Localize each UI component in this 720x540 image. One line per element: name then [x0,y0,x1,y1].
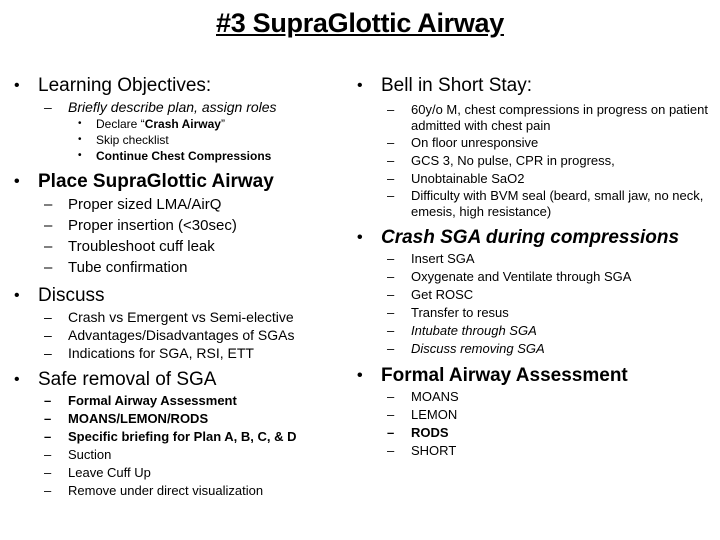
sub-bullet: – Crash vs Emergent vs Semi-elective [44,309,294,325]
sub-bullet: – Discuss removing SGA [387,341,545,356]
sub-bullet: – Transfer to resus [387,305,509,320]
bullet-discuss: • Discuss [14,285,105,306]
bullet-crash-sga: • Crash SGA during compressions [357,227,680,248]
sub-bullet: – Briefly describe plan, assign roles [44,99,277,115]
sub-bullet: – Formal Airway Assessment [44,393,237,408]
bullet-formal-assessment: • Formal Airway Assessment [357,365,628,386]
sub-bullet: – Leave Cuff Up [44,465,151,480]
sub-bullet: – Indications for SGA, RSI, ETT [44,345,254,361]
sub-bullet: – SHORT [387,443,457,458]
sub-bullet: – Advantages/Disadvantages of SGAs [44,327,295,343]
bullet-learning-objectives: • Learning Objectives: [14,75,212,96]
sub-bullet: – Troubleshoot cuff leak [44,238,215,255]
sub-bullet: – Get ROSC [387,287,474,302]
sub-bullet: – RODS [387,425,449,440]
sub-bullet: – Proper sized LMA/AirQ [44,196,222,213]
sub-bullet: – Insert SGA [387,251,475,266]
bullet-dot: • [14,77,20,94]
sub-bullet: – GCS 3, No pulse, CPR in progress, [387,153,615,168]
sub-sub-bullet: • Declare “Crash Airway” [78,117,225,131]
sub-bullet: – Difficulty with BVM seal (beard, small jaw, no neck, emesis, high resistance) [387,188,704,219]
sub-sub-bullet: • Continue Chest Compressions [78,149,272,163]
right-column [355,72,710,460]
sub-bullet: – Suction [44,447,112,462]
sub-sub-bullet: • Skip checklist [78,133,169,147]
sub-bullet: – Intubate through SGA [387,323,537,338]
bullet-bell: • Bell in Short Stay: [357,75,533,96]
sub-bullet: – Remove under direct visualization [44,483,264,498]
sub-bullet: – 60y/o M, chest compressions in progress on patient admitted with chest pain [387,102,708,133]
bullet-place-sga: • Place SupraGlottic Airway [14,171,274,192]
sub-bullet: – Oxygenate and Ventilate through SGA [387,269,632,284]
sub-bullet: – MOANS/LEMON/RODS [44,411,209,426]
sub-bullet: – LEMON [387,407,458,422]
sub-bullet: – Unobtainable SaO2 [387,171,525,186]
bullet-safe-removal: • Safe removal of SGA [14,369,217,390]
sub-bullet: – On floor unresponsive [387,135,539,150]
left-column [12,72,332,500]
sub-bullet: – MOANS [387,389,459,404]
slide-title: #3 SupraGlottic Airway [216,8,504,38]
sub-bullet: – Specific briefing for Plan A, B, C, & D [44,429,297,444]
sub-bullet: – Proper insertion (<30sec) [44,217,237,234]
sub-bullet: – Tube confirmation [44,259,188,276]
